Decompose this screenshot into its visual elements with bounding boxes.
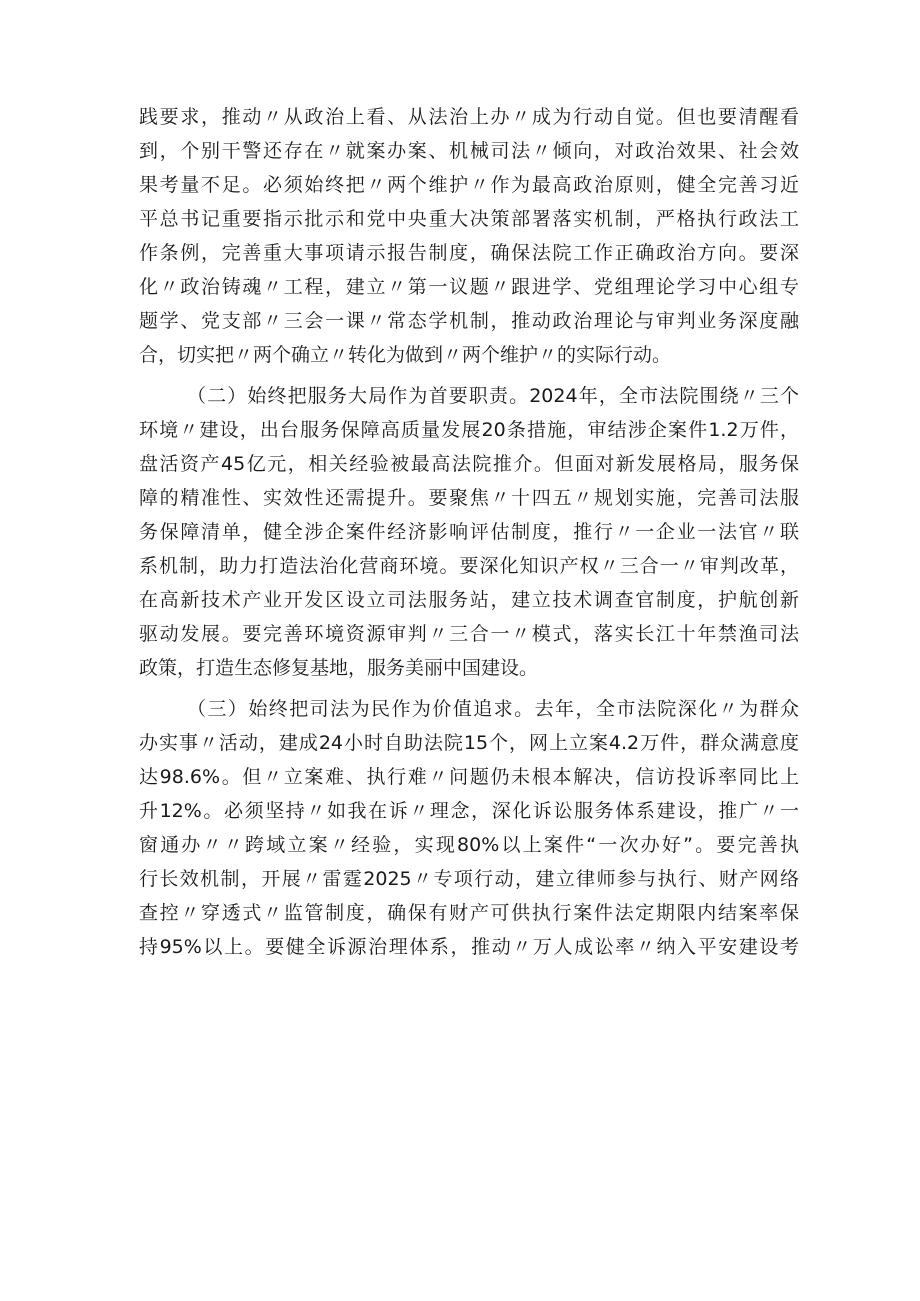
text-line: 驱动发展。要完善环境资源审判〃三合一〃模式，落实长江十年禁渔司法	[139, 623, 799, 645]
paragraph-gap	[139, 685, 799, 692]
text-line: 系机制，助力打造法治化营商环境。要深化知识产权〃三合一〃审判改革，	[139, 555, 799, 577]
text-line: 到，个别干警还存在〃就案办案、机械司法〃倾向，对政治效果、社会效	[139, 140, 799, 162]
text-line: 果考量不足。必须始终把〃两个维护〃作为最高政治原则，健全完善习近	[139, 174, 799, 196]
text-line: 践要求，推动〃从政治上看、从法治上办〃成为行动自觉。但也要清醒看	[139, 106, 799, 128]
body-text	[139, 100, 799, 964]
text-line: 作条例，完善重大事项请示报告制度，确保法院工作正确政治方向。要深	[139, 242, 799, 264]
text-line: 合，切实把〃两个确立〃转化为做到〃两个维护〃的实际行动。	[139, 344, 672, 366]
text-line: （二）始终把服务大局作为首要职责。2024年，全市法院围绕〃三个	[187, 385, 799, 407]
paragraph-gap	[139, 372, 799, 379]
paragraph-3	[139, 692, 799, 964]
text-line: 办实事〃活动，建成24小时自助法院15个，网上立案4.2万件，群众满意度	[139, 732, 799, 754]
text-line: 达98.6%。但〃立案难、执行难〃问题仍未根本解决，信访投诉率同比上	[139, 766, 799, 788]
text-line: 环境〃建设，出台服务保障高质量发展20条措施，审结涉企案件1.2万件，	[139, 419, 799, 441]
text-line: 持95%以上。要健全诉源治理体系，推动〃万人成讼率〃纳入平安建设考	[139, 936, 799, 958]
text-line: 题学、党支部〃三会一课〃常态学机制，推动政治理论与审判业务深度融	[139, 310, 799, 332]
text-line: 升12%。必须坚持〃如我在诉〃理念，深化诉讼服务体系建设，推广〃一	[139, 800, 799, 822]
text-line: 务保障清单，健全涉企案件经济影响评估制度，推行〃一企业一法官〃联	[139, 521, 799, 543]
paragraph-2	[139, 379, 799, 685]
text-line: 障的精准性、实效性还需提升。要聚焦〃十四五〃规划实施，完善司法服	[139, 487, 799, 509]
text-line: 查控〃穿透式〃监管制度，确保有财产可供执行案件法定期限内结案率保	[139, 902, 799, 924]
text-line: 政策，打造生态修复基地，服务美丽中国建设。	[139, 657, 539, 679]
text-line: （三）始终把司法为民作为价值追求。去年，全市法院深化〃为群众	[187, 698, 799, 720]
text-line: 在高新技术产业开发区设立司法服务站，建立技术调查官制度，护航创新	[139, 589, 799, 611]
text-line: 盘活资产45亿元，相关经验被最高法院推介。但面对新发展格局，服务保	[139, 453, 799, 475]
text-line: 行长效机制，开展〃雷霆2025〃专项行动，建立律师参与执行、财产网络	[139, 868, 799, 890]
text-line: 窗通办〃〃跨域立案〃经验，实现80%以上案件“一次办好”。要完善执	[139, 834, 799, 856]
text-line: 化〃政治铸魂〃工程，建立〃第一议题〃跟进学、党组理论学习中心组专	[139, 276, 799, 298]
paragraph-1	[139, 100, 799, 372]
text-line: 平总书记重要指示批示和党中央重大决策部署落实机制，严格执行政法工	[139, 208, 799, 230]
